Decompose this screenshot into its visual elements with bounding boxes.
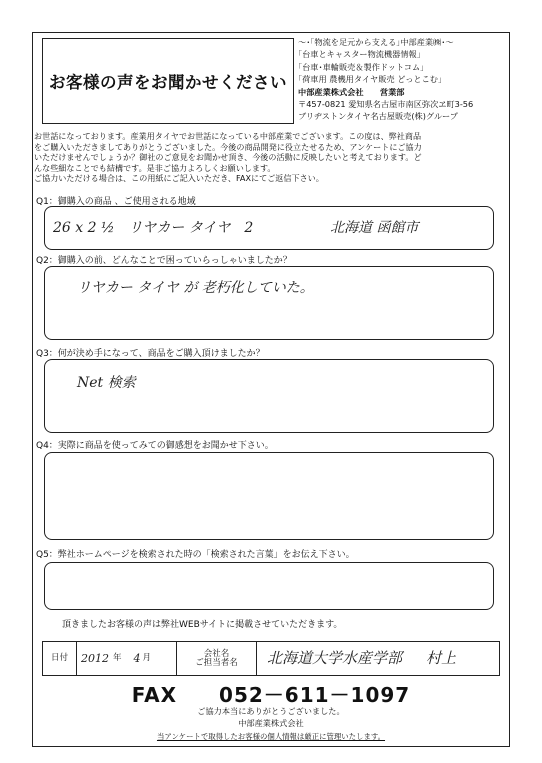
publish-note: 頂きましたお客様の声は弊社WEBサイトに掲載させていただきます。: [62, 620, 343, 630]
question-1-answer-right: 北海道 函館市: [330, 220, 419, 236]
question-5-label: Q5：弊社ホームページを検索された時の「検索された言葉」をお伝え下さい。: [36, 550, 355, 560]
question-1-answer-left: 26 x 2 ½ リヤカー タイヤ 2: [53, 220, 254, 236]
company-value: 北海道大学水産学部: [267, 649, 403, 667]
company-line: ブリヂストンタイヤ名古屋販売(株)グループ: [298, 111, 458, 122]
year-label: 年: [113, 653, 122, 663]
intro-line: んな些細なことでも結構です。是非ご協力よろしくお願いします。: [34, 162, 276, 173]
question-3-answer: Net 検索: [77, 375, 136, 391]
page-title: お客様の声をお聞かせください: [49, 73, 287, 92]
question-4-label: Q4：実際に商品を使ってみての御感想をお聞かせ下さい。: [36, 441, 274, 451]
footer-thanks: ご協力本当にありがとうございました。: [197, 706, 345, 716]
info-row: [42, 641, 500, 676]
intro-line: ご協力いただける場合は、この用紙にご記入いただき、FAXにてご返信下さい。: [34, 173, 324, 184]
company-line: ～･｢物流を足元から支える｣中部産業㈱･～: [298, 37, 454, 47]
date-value-cell[interactable]: [77, 642, 177, 675]
date-label-cell: [43, 642, 77, 675]
question-3-label: Q3：何が決め手になって、商品をご購入頂けましたか？: [36, 349, 265, 359]
date-label: 日付: [50, 653, 68, 663]
company-line: ｢台車とキャスター物流機器情報｣: [298, 49, 421, 60]
company-line: 〒457-0821 愛知県名古屋市南区弥次ヱ町3-56: [298, 99, 474, 110]
question-5-answer-box[interactable]: [44, 562, 494, 610]
company-value-cell[interactable]: [257, 642, 501, 675]
company-line: ｢台車･車輪販売＆製作ドットコム｣: [298, 61, 425, 72]
question-2-label: Q2：御購入の前、どんなことで困っていらっしゃいましたか？: [36, 256, 292, 266]
person-value: 村上: [426, 649, 457, 667]
question-1-answer-box[interactable]: [44, 206, 494, 250]
question-3-answer-box[interactable]: [44, 359, 494, 433]
company-line: ｢荷車用 農機用タイヤ販売 どっとこむ｣: [298, 74, 443, 85]
intro-line: お世話になっております。産業用タイヤでお世話になっている中部産業でございます。この度は、弊社商品: [34, 131, 422, 141]
year-value: 2012: [81, 652, 109, 665]
company-label: 会社名: [203, 648, 230, 659]
intro-text: [34, 131, 508, 184]
month-value: 4: [133, 652, 141, 665]
footer-company: 中部産業株式会社: [238, 718, 304, 728]
header-title-box: [42, 38, 294, 124]
fax-number: 052－611－1097: [219, 683, 411, 707]
company-line: 中部産業株式会社 営業部: [298, 86, 405, 97]
fax-label: FAX: [131, 683, 178, 707]
intro-line: いただけませんでしょうか？御社のご意見をお聞かせ頂き、今後の活動に反映したいと考えております。ど: [34, 152, 422, 163]
month-label: 月: [142, 653, 152, 663]
question-4-answer-box[interactable]: [44, 452, 494, 540]
intro-line: をご購入いただきましてありがとうございました。今後の商品開発に役立たせるため、アンケートにご協力: [34, 141, 422, 152]
fax-line: [0, 679, 542, 708]
company-label-cell: [177, 642, 257, 675]
privacy-text: 当アンケートで取得したお客様の個人情報は厳正に管理いたします。: [156, 732, 386, 741]
company-info: [298, 36, 508, 123]
question-2-answer-box[interactable]: [44, 266, 494, 340]
question-1-label: Q1：御購入の商品 、ご使用される地域: [36, 197, 196, 207]
footer-privacy: [0, 731, 542, 742]
question-2-answer: リヤカー タイヤ が 老朽化していた。: [77, 280, 314, 296]
person-label: ご担当者名: [195, 657, 238, 668]
